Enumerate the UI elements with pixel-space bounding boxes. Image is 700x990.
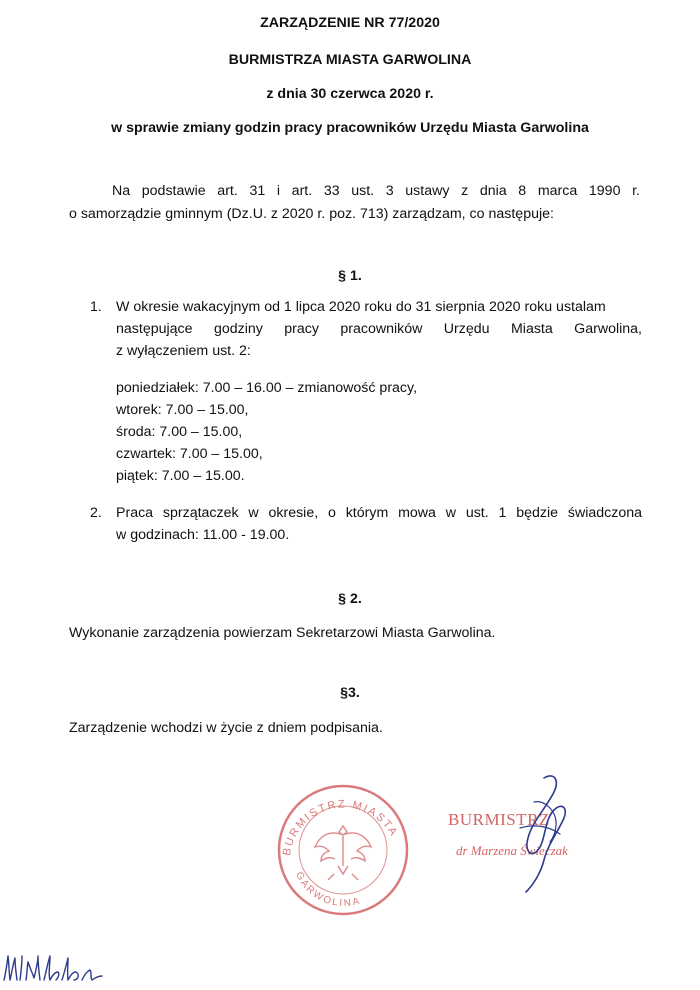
schedule-friday: piątek: 7.00 – 15.00. [116, 468, 245, 484]
section-3-heading: §3. [340, 685, 360, 701]
item-1-number: 1. [90, 299, 102, 315]
svg-text:GARWOLINA [293, 870, 362, 909]
document-subject: w sprawie zmiany godzin pracy pracowników Urzędu Miasta Garwolina [111, 120, 589, 136]
section-2-heading: § 2. [338, 591, 362, 607]
item-2-number: 2. [90, 505, 102, 521]
official-stamp [268, 778, 418, 918]
signature-name: dr Marzena Świeczak [456, 843, 568, 858]
preamble-line-2: o samorządzie gminnym (Dz.U. z 2020 r. poz. 713) zarządzam, co następuje: [69, 206, 554, 222]
stamp-bottom-text: GARWOLINA [293, 870, 363, 910]
preamble-line-1: Na podstawie art. 31 i art. 33 ust. 3 ustawy z dnia 8 marca 1990 r. [112, 183, 640, 199]
work-hours-schedule [116, 377, 417, 487]
schedule-wednesday: środa: 7.00 – 15.00, [116, 424, 243, 440]
signature-title: BURMISTRZ [448, 810, 550, 829]
section-1-heading: § 1. [338, 268, 362, 284]
stamp-top-text: BURMISTRZ MIASTA [280, 798, 401, 857]
document-date: z dnia 30 czerwca 2020 r. [266, 86, 434, 102]
item-2-line-2: w godzinach: 11.00 - 19.00. [116, 527, 290, 543]
schedule-thursday: czwartek: 7.00 – 15.00, [116, 446, 263, 462]
schedule-tuesday: wtorek: 7.00 – 15.00, [116, 402, 249, 418]
item-1-line-2: następujące godziny pracy pracowników Urzędu Miasta Garwolina, [116, 321, 642, 337]
signature-block [440, 768, 650, 898]
eagle-emblem-icon [315, 826, 371, 880]
document-title: ZARZĄDZENIE NR 77/2020 [260, 15, 440, 31]
handwritten-signature [500, 768, 590, 898]
item-1-line-1: W okresie wakacyjnym od 1 lipca 2020 roku do 31 sierpnia 2020 roku ustalam [116, 299, 606, 315]
schedule-monday: poniedziałek: 7.00 – 16.00 – zmianowość pracy, [116, 380, 418, 396]
item-2-line-1: Praca sprzątaczek w okresie, o którym mowa w ust. 1 będzie świadczona [116, 505, 642, 521]
item-1-line-3: z wyłączeniem ust. 2: [116, 343, 251, 359]
initials-signature [0, 950, 110, 986]
section-2-text: Wykonanie zarządzenia powierzam Sekretarzowi Miasta Garwolina. [69, 625, 496, 641]
section-3-text: Zarządzenie wchodzi w życie z dniem podpisania. [69, 720, 383, 736]
document-issuer: BURMISTRZA MIASTA GARWOLINA [228, 52, 472, 68]
